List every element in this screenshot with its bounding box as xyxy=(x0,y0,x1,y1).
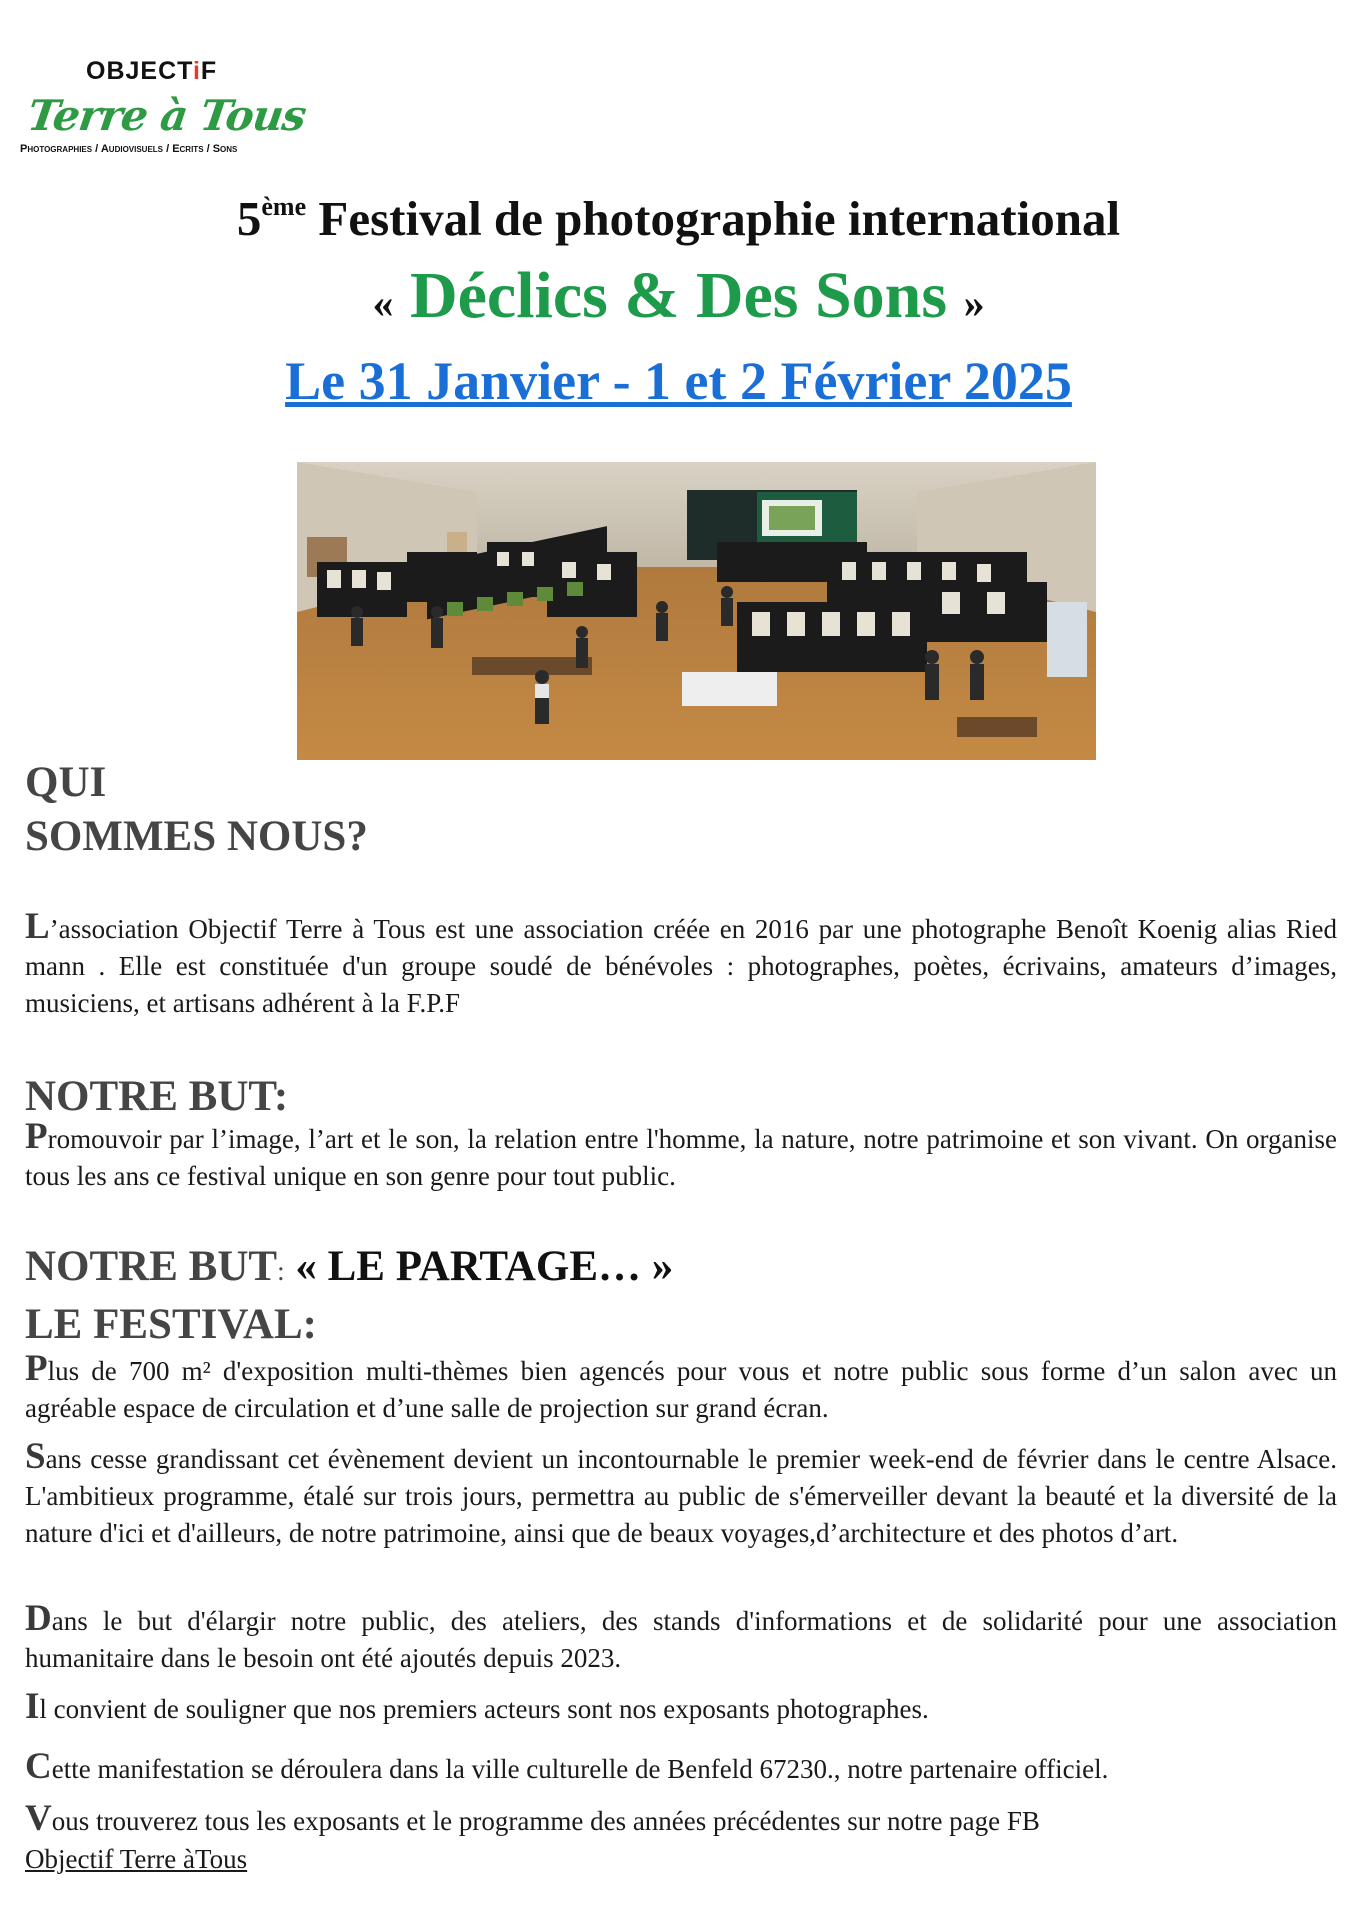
exhibition-hall-photo xyxy=(297,462,1096,760)
festival-edition-heading: 5ème Festival de photographie international xyxy=(236,191,1121,246)
logo-subtitle: Photographies / Audiovisuels / Ecrits / Sons xyxy=(20,143,238,155)
section-title-but: NOTRE BUT: xyxy=(25,1073,289,1120)
festival-name: Déclics & Des Sons xyxy=(409,259,948,332)
logo xyxy=(20,55,310,160)
paragraph-festival-5: Cette manifestation se déroulera dans la ville culturelle de Benfeld 67230., notre partenaire officiel. xyxy=(25,1746,1109,1787)
paragraph-festival-4: Il convient de souligner que nos premiers acteurs sont nos exposants photographes. xyxy=(25,1686,929,1727)
logo-objectif-text: OBJECTiF xyxy=(86,57,218,85)
paragraph-festival-2: Sans cesse grandissant cet évènement devient un incontournable le premier week-end de février dans le centre Alsace. L'ambitieux programme, étalé sur trois jours, permettra au public de s'émerveiller devant la beauté et la diversité de la nature d'ici et d'ailleurs, de notre patrimoine, ainsi que de beaux voyages,d’architecture et des photos d’art. xyxy=(25,1436,1337,1548)
section-title-partage: NOTRE BUT: « LE PARTAGE… » LE FESTIVAL: xyxy=(25,1243,674,1348)
facebook-page-link[interactable]: Objectif Terre àTous xyxy=(25,1844,248,1874)
paragraph-festival-3: Dans le but d'élargir notre public, des ateliers, des stands d'informations et de solidarité pour une association humanitaire dans le besoin ont été ajoutés depuis 2023. xyxy=(25,1598,1337,1673)
paragraph-festival-1: Plus de 700 m² d'exposition multi-thèmes bien agencés pour vous et notre public sous forme d’un salon avec un agréable espace de circulation et d’une salle de projection sur grand écran. xyxy=(25,1348,1337,1423)
section-title-qui: QUI SOMMES NOUS? xyxy=(25,759,368,860)
paragraph-but: Promouvoir par l’image, l’art et le son, la relation entre l'homme, la nature, notre patrimoine et son vivant. On organise tous les ans ce festival unique en son genre pour tout public. xyxy=(25,1116,1337,1191)
festival-name-heading: « Déclics & Des Sons » xyxy=(372,259,985,332)
logo-script-text: Terre à Tous xyxy=(24,91,309,140)
paragraph-festival-6: Vous trouverez tous les exposants et le programme des années précédentes sur notre page FB xyxy=(25,1798,1040,1839)
festival-dates: Le 31 Janvier - 1 et 2 Février 2025 xyxy=(285,351,1072,411)
paragraph-qui: L’association Objectif Terre à Tous est une association créée en 2016 par une photographe Benoît Koenig alias Ried mann . Elle est constituée d'un groupe soudé de bénévoles : photographes, poètes, écrivains, amateurs d’images, musiciens, et artisans adhérent à la F.P.F xyxy=(25,906,1337,1018)
